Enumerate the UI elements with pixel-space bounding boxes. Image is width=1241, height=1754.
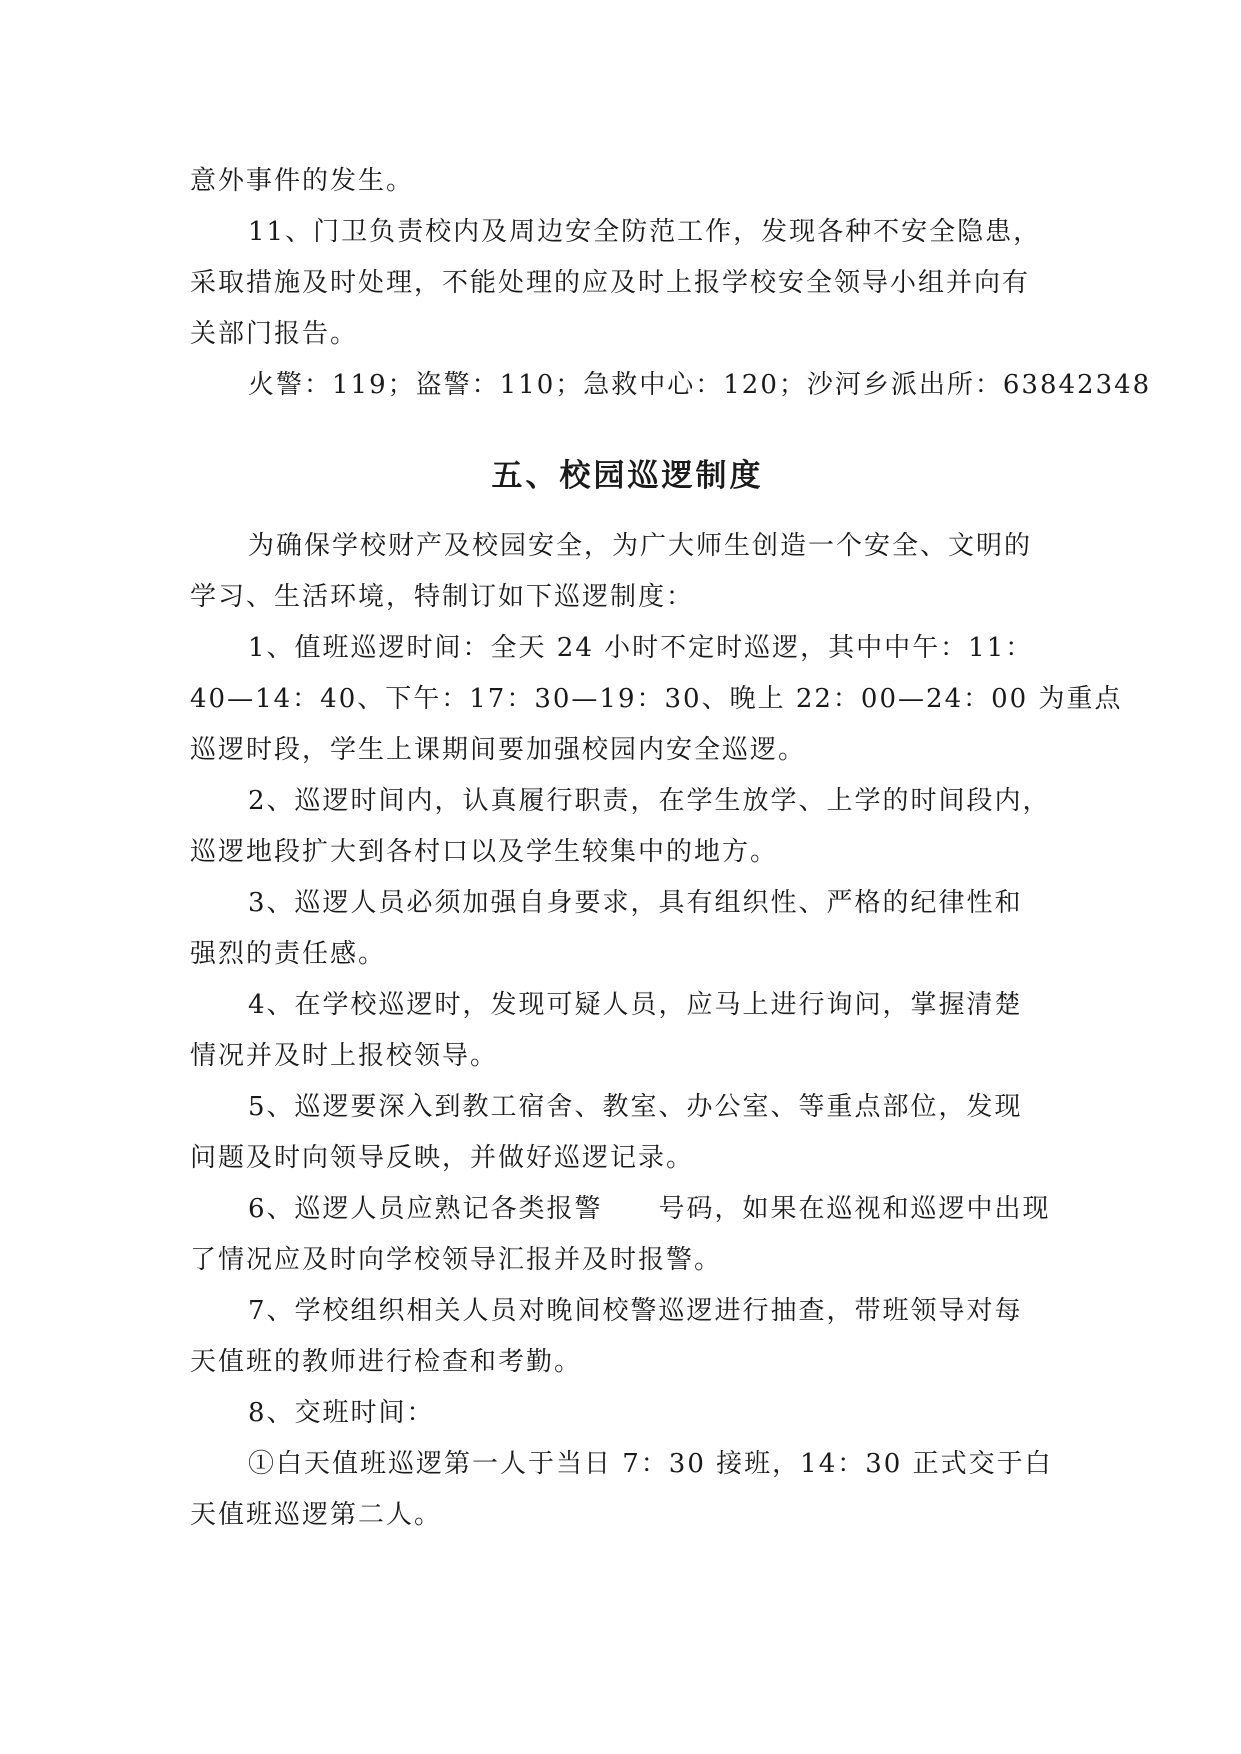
emergency-numbers-line: 火警：119；盗警：110；急救中心：120；沙河乡派出所：63842348	[248, 370, 1152, 400]
paragraph-line: 巡逻时段，学生上课期间要加强校园内安全巡逻。	[190, 735, 807, 765]
paragraph-line: 3、巡逻人员必须加强自身要求，具有组织性、严格的纪律性和	[248, 888, 1023, 918]
paragraph-line: 1、值班巡逻时间：全天 24 小时不定时巡逻，其中中午：11：	[248, 633, 1034, 663]
section-heading-block	[190, 411, 1065, 521]
paragraph-line: 6、巡逻人员应熟记各类报警 号码，如果在巡视和巡逻中出现	[248, 1194, 1051, 1224]
paragraph-line: 为确保学校财产及校园安全，为广大师生创造一个安全、文明的	[248, 531, 1033, 561]
paragraph-line: 关部门报告。	[190, 319, 359, 349]
paragraph-line: 天值班的教师进行检查和考勤。	[190, 1347, 583, 1377]
paragraph-line: 强烈的责任感。	[190, 939, 387, 969]
paragraph-line: 情况并及时上报校领导。	[190, 1041, 499, 1071]
paragraph-line: 7、学校组织相关人员对晚间校警巡逻进行抽查，带班领导对每	[248, 1296, 1023, 1326]
paragraph-line: 11、门卫负责校内及周边安全防范工作，发现各种不安全隐患，	[248, 217, 1042, 247]
paragraph-line: 天值班巡逻第二人。	[190, 1500, 443, 1530]
paragraph-line: ①白天值班巡逻第一人于当日 7：30 接班，14：30 正式交于白	[248, 1449, 1053, 1479]
paragraph-line: 问题及时向领导反映，并做好巡逻记录。	[190, 1143, 695, 1173]
document-body	[190, 156, 1152, 1541]
paragraph-line: 采取措施及时处理，不能处理的应及时上报学校安全领导小组并向有	[190, 268, 1031, 298]
paragraph-line: 40—14：40、下午：17：30—19：30、晚上 22：00—24：00 为重点	[190, 684, 1123, 714]
paragraph-line: 学习、生活环境，特制订如下巡逻制度：	[190, 582, 695, 612]
paragraph-line: 5、巡逻要深入到教工宿舍、教室、办公室、等重点部位，发现	[248, 1092, 1023, 1122]
paragraph-line: 巡逻地段扩大到各村口以及学生较集中的地方。	[190, 837, 779, 867]
paragraph-line: 8、交班时间：	[248, 1398, 435, 1428]
paragraph-line: 2、巡逻时间内，认真履行职责，在学生放学、上学的时间段内，	[248, 786, 1051, 816]
paragraph-line: 了情况应及时向学校领导汇报并及时报警。	[190, 1245, 723, 1275]
paragraph-line: 4、在学校巡逻时，发现可疑人员，应马上进行询问，掌握清楚	[248, 990, 1023, 1020]
section-title: 五、校园巡逻制度	[491, 458, 764, 494]
paragraph-line: 意外事件的发生。	[190, 166, 415, 196]
